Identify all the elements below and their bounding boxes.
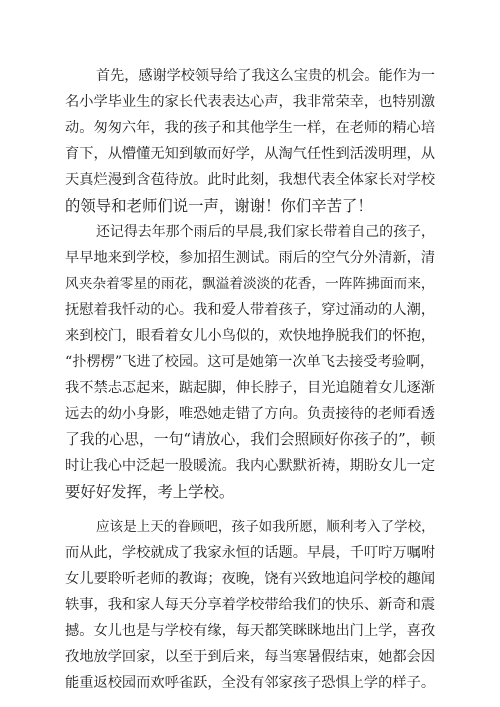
paragraph-2-line-2: 早早地来到学校，参加招生测试。雨后的空气分外清新，清 — [65, 250, 436, 266]
paragraph-2-line-6: “扑楞楞”飞进了校园。这可是她第一次单飞去接受考验啊， — [65, 354, 435, 370]
paragraph-3-line-1: 应该是上天的眷顾吧，孩子如我所愿，顺利考入了学校， — [96, 519, 435, 535]
paragraph-3-line-2: 而从此，学校就成了我家永恒的话题。早晨，千叮咛万嘱咐 — [65, 545, 436, 561]
paragraph-1-line-5: 天真烂漫到含苞待放。此时此刻，我想代表全体家长对学校 — [65, 172, 436, 188]
paragraph-2-line-3: 风夹杂着零星的雨花，飘溢着淡淡的花香，一阵阵拂面而来， — [65, 276, 435, 292]
paragraph-2-line-10: 时让我心中泛起一股暖流。我内心默默祈祷，期盼女儿一定 — [65, 458, 436, 474]
paragraph-3-line-3: 女儿要聆听老师的教诲；夜晚，饶有兴致地追问学校的趣闻 — [65, 571, 436, 587]
paragraph-1-line-1: 首先，感谢学校领导给了我这么宝贵的机会。能作为一 — [96, 68, 436, 84]
paragraph-1-line-3: 动。匆匆六年，我的孩子和其他学生一样，在老师的精心培 — [65, 120, 436, 136]
paragraph-3-line-4: 轶事，我和家人每天分享着学校带给我们的快乐、新奇和震 — [65, 597, 436, 613]
paragraph-3-line-6: 孜地放学回家，以至于到后来，每当寒暑假结束，她都会因 — [65, 649, 436, 665]
paragraph-1-line-2: 名小学毕业生的家长代表表达心声，我非常荣幸，也特别激 — [65, 94, 436, 110]
paragraph-3-line-5: 撼。女儿也是与学校有缘，每天都笑眯眯地出门上学，喜孜 — [65, 623, 436, 639]
paragraph-1-line-6: 的领导和老师们说一声，谢谢！你们辛苦了！ — [65, 197, 373, 215]
paragraph-2-line-7: 我不禁忐忑起来，踮起脚，伸长脖子，目光追随着女儿逐渐 — [65, 380, 436, 396]
paragraph-1-line-4: 育下，从懵懂无知到敏而好学，从淘气任性到活泼明理，从 — [65, 146, 436, 162]
paragraph-2-line-1: 还记得去年那个雨后的早晨,我们家长带着自己的孩子， — [96, 224, 435, 240]
paragraph-2-line-5: 来到校门，眼看着女儿小鸟似的，欢快地挣脱我们的怀抱， — [65, 328, 436, 344]
paragraph-3-line-7: 能重返校园而欢呼雀跃，全没有邻家孩子恐惧上学的样子。 — [65, 675, 436, 691]
paragraph-2-line-4: 抚慰着我忏动的心。我和爱人带着孩子，穿过涌动的人潮， — [65, 302, 436, 318]
paragraph-2-line-9: 了我的心思，一句“请放心，我们会照顾好你孩子的”，顿 — [65, 431, 436, 448]
paragraph-2-line-11: 要好好发挥，考上学校。 — [65, 483, 235, 501]
paragraph-2-line-8: 远去的幼小身影，唯恐她走错了方向。负责接待的老师看透 — [65, 406, 436, 422]
